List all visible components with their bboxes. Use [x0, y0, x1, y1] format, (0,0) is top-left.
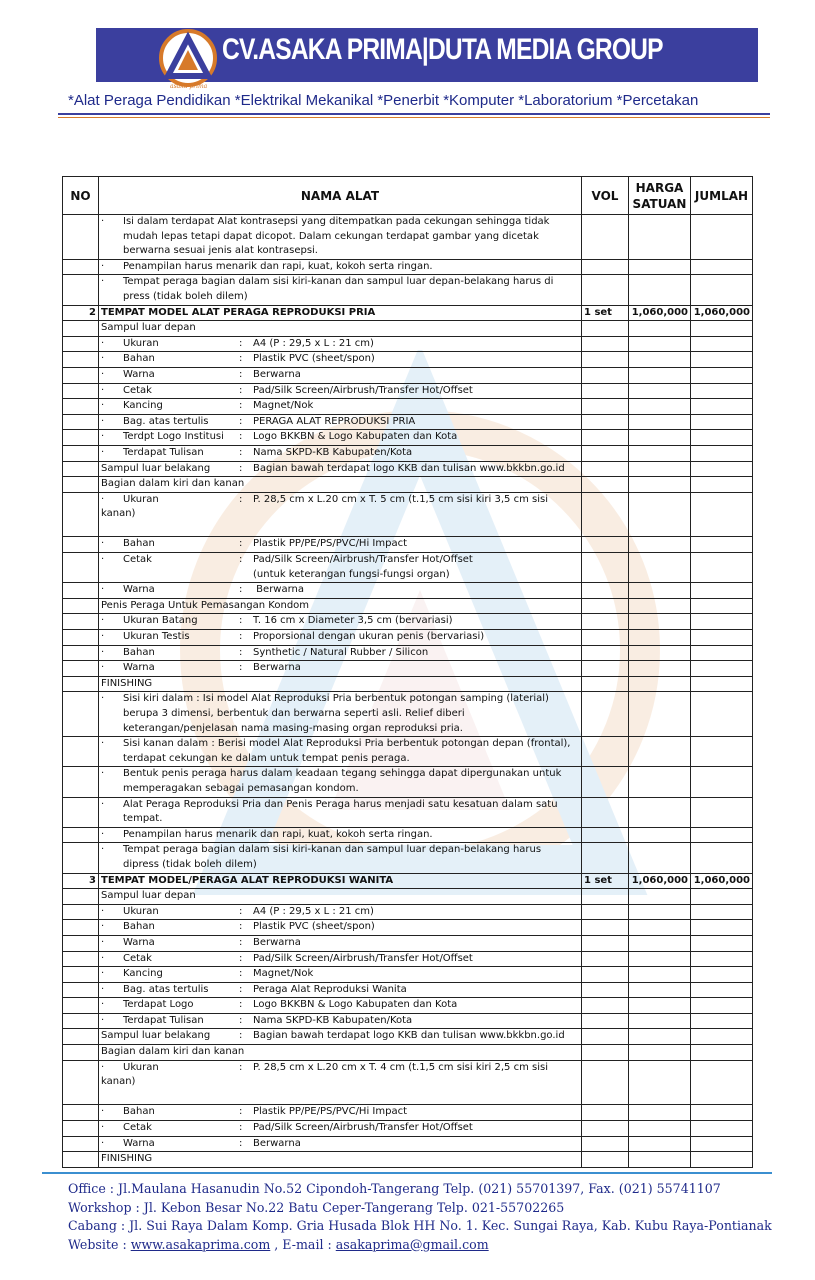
company-name: CV.ASAKA PRIMA|DUTA MEDIA GROUP — [222, 33, 663, 66]
spec-row — [63, 661, 753, 677]
spec-row — [63, 630, 753, 646]
spec-value: A4 (P : 29,5 x L : 21 cm) — [253, 337, 374, 349]
section-label — [63, 1152, 753, 1168]
spec-value: Plastik PP/PE/PS/PVC/Hi Impact — [253, 538, 407, 550]
spec-value: Bagian bawah terdapat logo KKB dan tulisan www.bkkbn.go.id — [253, 462, 565, 474]
spec-colon: : — [239, 968, 243, 980]
spec-key: Warna — [123, 936, 155, 948]
spec-value: PERAGA ALAT REPRODUKSI PRIA — [253, 415, 416, 427]
spec-value: Pad/Silk Screen/Airbrush/Transfer Hot/Offset — [253, 554, 473, 566]
spec-key: Kancing — [123, 400, 163, 412]
bullet-icon: · — [101, 983, 105, 995]
table-row-item-3 — [63, 873, 753, 889]
company-logo-icon — [158, 28, 218, 88]
section-label — [63, 1045, 753, 1061]
spec-value: Logo BKKBN & Logo Kabupaten dan Kota — [253, 999, 458, 1011]
spec-value: Plastik PP/PE/PS/PVC/Hi Impact — [253, 1106, 407, 1118]
spec-colon: : — [239, 446, 243, 458]
spec-colon: : — [239, 431, 243, 443]
bullet-text: Penampilan harus menarik dan rapi, kuat, kokoh serta ringan. — [123, 260, 433, 272]
spec-row — [63, 998, 753, 1014]
bullet-icon: · — [101, 952, 105, 964]
spec-row — [63, 1029, 753, 1045]
bullet-icon: · — [101, 400, 105, 412]
spec-row — [63, 904, 753, 920]
spec-colon: : — [239, 999, 243, 1011]
bullet-icon: · — [101, 1014, 105, 1026]
section-label — [63, 321, 753, 337]
email-label: , E-mail : — [270, 1236, 336, 1252]
spec-colon: : — [239, 615, 243, 627]
spec-row — [63, 336, 753, 352]
bullet-icon: · — [101, 999, 105, 1011]
spec-key: Warna — [123, 1137, 155, 1149]
bullet-icon: · — [101, 768, 105, 780]
spec-colon: : — [239, 337, 243, 349]
list-item — [63, 737, 753, 767]
footer-office: Office : Jl.Maulana Hasanudin No.52 Cipondoh-Tangerang Telp. (021) 55701397, Fax. (021) 55741107 — [68, 1181, 721, 1196]
spec-row — [63, 920, 753, 936]
spec-value: Berwarna — [253, 1137, 301, 1149]
bullet-icon: · — [101, 368, 105, 380]
list-item — [63, 275, 753, 305]
bullet-icon: · — [101, 216, 105, 227]
bullet-icon: · — [101, 260, 105, 272]
spec-value: Magnet/Nok — [253, 968, 314, 980]
spec-row — [63, 553, 753, 583]
bullet-icon: · — [101, 844, 105, 856]
spec-colon: : — [239, 662, 243, 674]
list-item — [63, 797, 753, 827]
footer-address — [68, 1180, 772, 1254]
bullet-icon: · — [101, 554, 105, 566]
spec-key: Ukuran Testis — [123, 631, 190, 643]
spec-key: Terdapat Logo — [123, 999, 194, 1011]
spec-value: Nama SKPD-KB Kabupaten/Kota — [253, 1014, 413, 1026]
spec-colon: : — [239, 1061, 243, 1073]
spec-row — [63, 430, 753, 446]
spec-colon: : — [239, 584, 243, 596]
bullet-icon: · — [101, 415, 105, 427]
item-jumlah: 1,060,000 — [693, 306, 750, 318]
footer-contact — [68, 1236, 772, 1255]
spec-colon: : — [239, 952, 243, 964]
spec-colon: : — [239, 554, 243, 566]
spec-key: Warna — [123, 584, 155, 596]
spec-value: Berwarna — [253, 662, 301, 674]
bullet-icon: · — [101, 337, 105, 349]
bullet-text: Isi dalam terdapat Alat kontrasepsi yang ditempatkan pada cekungan sehingga tidak mudah lepas tetapi dapat dicopot. Dalam cekungan terdapat gambar yang dicetak berwarna sesuai jenis alat kontrasepsi. — [123, 216, 550, 257]
table-row-item-2 — [63, 305, 753, 321]
spec-value: Plastik PVC (sheet/spon) — [253, 353, 375, 365]
spec-key: Terdapat Tulisan — [123, 446, 204, 458]
section-penis: Penis Peraga Untuk Pemasangan Kondom — [101, 599, 310, 611]
spec-value: Bagian bawah terdapat logo KKB dan tulisan www.bkkbn.go.id — [253, 1030, 565, 1042]
spec-colon: : — [239, 631, 243, 643]
section-sampul-depan: Sampul luar depan — [101, 322, 196, 334]
spec-row — [63, 951, 753, 967]
spec-key: Warna — [123, 368, 155, 380]
spec-value: Magnet/Nok — [253, 400, 314, 412]
spec-key: Bahan — [123, 1106, 155, 1118]
spec-key: Sampul luar belakang — [101, 462, 211, 474]
spec-row — [63, 414, 753, 430]
spec-row — [63, 461, 753, 477]
spec-colon: : — [239, 1030, 243, 1042]
website-label: Website : — [68, 1236, 131, 1252]
logo-caption: asaka prima — [170, 83, 208, 90]
bullet-icon: · — [101, 353, 105, 365]
bullet-icon: · — [101, 646, 105, 658]
list-item — [63, 692, 753, 737]
spec-value: A4 (P : 29,5 x L : 21 cm) — [253, 905, 374, 917]
bullet-text: Alat Peraga Reproduksi Pria dan Penis Peraga harus menjadi satu kesatuan dalam satu tempat. — [123, 798, 558, 825]
bullet-icon: · — [101, 662, 105, 674]
bullet-icon: · — [101, 446, 105, 458]
spec-key: Cetak — [123, 384, 152, 396]
bullet-icon: · — [101, 1122, 105, 1134]
list-item — [63, 827, 753, 843]
spec-key: Bag. atas tertulis — [123, 415, 209, 427]
spec-colon: : — [239, 353, 243, 365]
spec-key: Terdpt Logo Institusi — [123, 431, 224, 443]
bullet-icon: · — [101, 384, 105, 396]
item-vol: 1 set — [584, 874, 612, 886]
spec-value: Proporsional dengan ukuran penis (bervariasi) — [253, 631, 485, 643]
spec-key: Cetak — [123, 1122, 152, 1134]
spec-key: Terdapat Tulisan — [123, 1014, 204, 1026]
section-label — [63, 676, 753, 692]
spec-value: Logo BKKBN & Logo Kabupaten dan Kota — [253, 431, 458, 443]
spec-value: P. 28,5 cm x L.20 cm x T. 5 cm (t.1,5 cm sisi kiri 3,5 cm sisi kanan) — [101, 493, 548, 520]
spec-key: Ukuran — [123, 493, 159, 505]
spec-value: T. 16 cm x Diameter 3,5 cm (bervariasi) — [253, 615, 453, 627]
spec-row — [63, 1013, 753, 1029]
spec-value: Pad/Silk Screen/Airbrush/Transfer Hot/Offset — [253, 952, 473, 964]
spec-value: Berwarna — [253, 368, 301, 380]
spec-value: Pad/Silk Screen/Airbrush/Transfer Hot/Offset — [253, 1122, 473, 1134]
spec-row — [63, 1136, 753, 1152]
item-number: 2 — [89, 306, 96, 318]
bullet-icon: · — [101, 615, 105, 627]
spec-row — [63, 445, 753, 461]
spec-key: Kancing — [123, 968, 163, 980]
spec-key: Ukuran Batang — [123, 615, 198, 627]
spec-row — [63, 399, 753, 415]
spec-row — [63, 492, 753, 537]
item-number: 3 — [89, 874, 96, 886]
item-jumlah: 1,060,000 — [693, 874, 750, 886]
item-harga: 1,060,000 — [631, 306, 688, 318]
spec-key: Cetak — [123, 952, 152, 964]
spec-row — [63, 982, 753, 998]
item-vol: 1 set — [584, 306, 612, 318]
spec-value: Plastik PVC (sheet/spon) — [253, 921, 375, 933]
letterhead — [0, 0, 815, 120]
header-divider — [58, 113, 770, 115]
bullet-icon: · — [101, 631, 105, 643]
spec-row — [63, 614, 753, 630]
header-divider-accent — [58, 117, 770, 118]
footer-workshop: Workshop : Jl. Kebon Besar No.22 Batu Ceper-Tangerang Telp. 021-55702265 — [68, 1199, 565, 1215]
header-no: NO — [63, 177, 99, 215]
email-link[interactable]: asakaprima@gmail.com — [335, 1236, 489, 1252]
spec-row — [63, 537, 753, 553]
list-item — [63, 767, 753, 797]
bullet-icon: · — [101, 493, 105, 505]
header-jumlah: JUMLAH — [691, 177, 753, 215]
spec-value: Pad/Silk Screen/Airbrush/Transfer Hot/Offset — [253, 384, 473, 396]
spec-row — [63, 583, 753, 599]
spec-colon: : — [239, 462, 243, 474]
bullet-icon: · — [101, 936, 105, 948]
spec-key: Ukuran — [123, 337, 159, 349]
footer-cabang: Cabang : Jl. Sui Raya Dalam Komp. Gria Husada Blok HH No. 1. Kec. Sungai Raya, Kab. Kubu Raya-Pontianak — [68, 1218, 772, 1233]
spec-row — [63, 1060, 753, 1105]
bullet-icon: · — [101, 905, 105, 917]
item-harga: 1,060,000 — [631, 874, 688, 886]
specification-table — [62, 176, 753, 1168]
list-item — [63, 215, 753, 260]
spec-note: (untuk keterangan fungsi-fungsi organ) — [253, 568, 450, 580]
item-title: TEMPAT MODEL ALAT PERAGA REPRODUKSI PRIA — [101, 306, 376, 318]
spec-row — [63, 967, 753, 983]
spec-colon: : — [239, 1014, 243, 1026]
spec-key: Warna — [123, 662, 155, 674]
bullet-text: Tempat peraga bagian dalam sisi kiri-kanan dan sampul luar depan-belakang harus di press (tidak boleh dilem) — [123, 276, 554, 302]
bullet-text: Sisi kanan dalam : Berisi model Alat Reproduksi Pria berbentuk potongan depan (frontal), terdapat cekungan ke dalam untuk tempat penis peraga. — [123, 738, 571, 764]
header-vol: VOL — [582, 177, 629, 215]
spec-value: P. 28,5 cm x L.20 cm x T. 4 cm (t.1,5 cm sisi kiri 2,5 cm sisi kanan) — [101, 1061, 548, 1088]
spec-key: Bahan — [123, 921, 155, 933]
bullet-icon: · — [101, 738, 105, 750]
spec-colon: : — [239, 538, 243, 550]
section-sampul-depan: Sampul luar depan — [101, 890, 196, 902]
bullet-icon: · — [101, 431, 105, 443]
spec-colon: : — [239, 400, 243, 412]
spec-colon: : — [239, 905, 243, 917]
spec-colon: : — [239, 368, 243, 380]
spec-colon: : — [239, 936, 243, 948]
spec-row — [63, 383, 753, 399]
spec-colon: : — [239, 384, 243, 396]
spec-colon: : — [239, 1122, 243, 1134]
spec-colon: : — [239, 921, 243, 933]
spec-row — [63, 935, 753, 951]
bullet-icon: · — [101, 1137, 105, 1149]
spec-colon: : — [239, 493, 243, 505]
table-header-row — [63, 177, 753, 215]
bullet-text: Tempat peraga bagian dalam sisi kiri-kanan dan sampul luar depan-belakang harus dipress (tidak boleh dilem) — [123, 844, 542, 870]
company-tagline: *Alat Peraga Pendidikan *Elektrikal Mekanikal *Penerbit *Komputer *Laboratorium *Percetakan — [68, 92, 699, 109]
spec-value: Berwarna — [253, 584, 305, 596]
section-label — [63, 598, 753, 614]
spec-key: Sampul luar belakang — [101, 1030, 211, 1042]
spec-row — [63, 1121, 753, 1137]
bullet-icon: · — [101, 584, 105, 596]
item-title: TEMPAT MODEL/PERAGA ALAT REPRODUKSI WANITA — [101, 874, 394, 886]
spec-colon: : — [239, 1106, 243, 1118]
bullet-icon: · — [101, 693, 105, 705]
spec-row — [63, 352, 753, 368]
spec-key: Bahan — [123, 646, 155, 658]
spec-colon: : — [239, 646, 243, 658]
spec-value: Nama SKPD-KB Kabupaten/Kota — [253, 446, 413, 458]
bullet-icon: · — [101, 921, 105, 933]
footer-divider — [42, 1172, 772, 1174]
bullet-icon: · — [101, 1061, 105, 1073]
bullet-icon: · — [101, 276, 105, 288]
spec-key: Cetak — [123, 554, 152, 566]
website-link[interactable]: www.asakaprima.com — [130, 1236, 271, 1252]
spec-key: Bag. atas tertulis — [123, 983, 209, 995]
bullet-text: Bentuk penis peraga harus dalam keadaan tegang sehingga dapat dipergunakan untuk memperagakan sebagai pemasangan kondom. — [123, 768, 562, 794]
spec-key: Bahan — [123, 353, 155, 365]
list-item — [63, 843, 753, 873]
section-label — [63, 477, 753, 493]
spec-colon: : — [239, 1137, 243, 1149]
spec-key: Bahan — [123, 538, 155, 550]
spec-value: Berwarna — [253, 936, 301, 948]
section-bagian-dalam: Bagian dalam kiri dan kanan — [101, 478, 245, 490]
spec-row — [63, 1105, 753, 1121]
list-item — [63, 259, 753, 275]
spec-value: Synthetic / Natural Rubber / Silicon — [253, 646, 429, 658]
spec-key: Ukuran — [123, 1061, 159, 1073]
spec-colon: : — [239, 983, 243, 995]
section-finishing: FINISHING — [101, 677, 153, 689]
spec-colon: : — [239, 415, 243, 427]
section-label — [63, 889, 753, 905]
spec-value: Peraga Alat Reproduksi Wanita — [253, 983, 407, 995]
header-nama-alat: NAMA ALAT — [99, 177, 582, 215]
bullet-text: Sisi kiri dalam : Isi model Alat Reproduksi Pria berbentuk potongan samping (laterial) berupa 3 dimensi, berbentuk dan berwarna seperti asli. Relief diberi keterangan/penjelasan nama masing-masing organ reproduksi pria. — [123, 693, 549, 734]
bullet-icon: · — [101, 798, 105, 810]
spec-row — [63, 645, 753, 661]
bullet-icon: · — [101, 1106, 105, 1118]
bullet-icon: · — [101, 828, 105, 840]
bullet-icon: · — [101, 968, 105, 980]
spec-row — [63, 367, 753, 383]
bullet-text: Penampilan harus menarik dan rapi, kuat, kokoh serta ringan. — [123, 828, 433, 840]
header-harga-satuan: HARGA SATUAN — [629, 177, 691, 215]
spec-key: Ukuran — [123, 905, 159, 917]
section-bagian-dalam: Bagian dalam kiri dan kanan — [101, 1046, 245, 1058]
section-finishing: FINISHING — [101, 1153, 153, 1165]
bullet-icon: · — [101, 538, 105, 550]
